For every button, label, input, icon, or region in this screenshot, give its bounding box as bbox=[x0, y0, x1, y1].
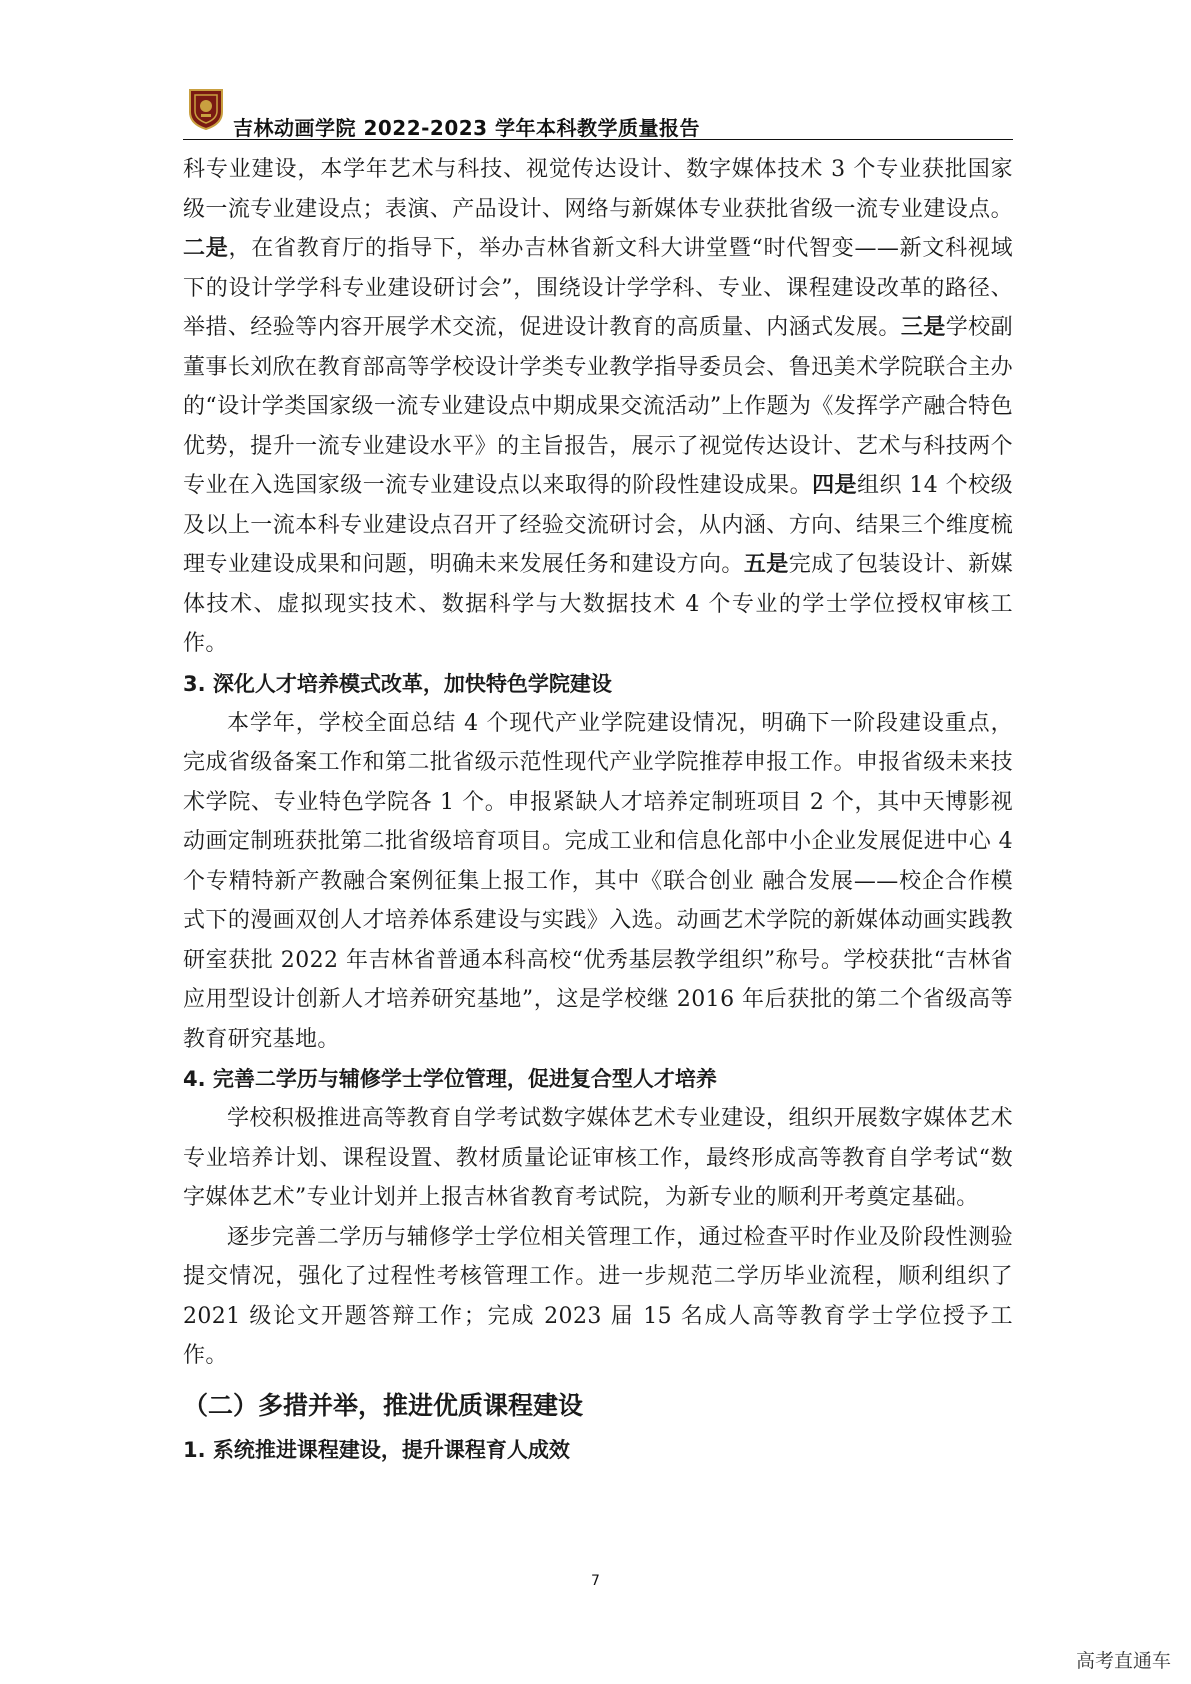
paragraph-talent-model: 本学年，学校全面总结 4 个现代产业学院建设情况，明确下一阶段建设重点，完成省级备案工作和第二批省级示范性现代产业学院推荐申报工作。申报省级未来技术学院、专业特色学院各 1 个。申报紧缺人才培养定制班项目 2 个，其中天博影视动画定制班获批第二批省级培育项目。完成工业和信息化部中小企业发展促进中心 4 个专精特新产教融合案例征集上报工作，其中《联合创业 融合发展——校企合作模式下的漫画双创人才培养体系建设与实践》入选。动画艺术学院的新媒体动画实践教研室获批 2022 年吉林省普通本科高校“优秀基层教学组织”称号。学校获批“吉林省应用型设计创新人才培养研究基地”，这是学校继 2016 年后获批的第二个省级高等教育研究基地。 bbox=[183, 710, 1013, 1052]
page-header bbox=[183, 82, 1013, 142]
paragraph-text: 组织 14 个校级及以上一流本科专业建设点召开了经验交流研讨会，从内涵、方向、结果三个维度梳理专业建设成果和问题，明确未来发展任务和建设方向。 bbox=[183, 473, 1013, 577]
paragraph-text: ，在省教育厅的指导下，举办吉林省新文科大讲堂暨“时代智变——新文科视域下的设计学学科专业建设研讨会”，围绕设计学学科、专业、课程建设改革的路径、举措、经验等内容开展学术交流，促进设计教育的高质量、内涵式发展。 bbox=[183, 236, 1013, 340]
bold-marker: 四是 bbox=[812, 473, 857, 498]
paragraph-text: 完成了包装设计、新媒体技术、虚拟现实技术、数据科学与大数据技术 4 个专业的学士学位授权审核工作。 bbox=[183, 552, 1013, 656]
paragraph-self-study-exam: 学校积极推进高等教育自学考试数字媒体艺术专业建设，组织开展数字媒体艺术专业培养计划、课程设置、教材质量论证审核工作，最终形成高等教育自学考试“数字媒体艺术”专业计划并上报吉林省教育考试院，为新专业的顺利开考奠定基础。 bbox=[183, 1106, 1013, 1210]
bold-marker: 五是 bbox=[743, 552, 789, 577]
bold-marker: 二是 bbox=[183, 236, 229, 261]
paragraph-text: 科专业建设，本学年艺术与科技、视觉传达设计、数字媒体技术 3 个专业获批国家级一流专业建设点；表演、产品设计、网络与新媒体专业获批省级一流专业建设点。 bbox=[183, 157, 1013, 222]
school-crest-icon bbox=[187, 86, 225, 130]
section-heading-3: 3. 深化人才培养模式改革，加快特色学院建设 bbox=[183, 671, 612, 696]
section-heading-1: 1. 系统推进课程建设，提升课程育人成效 bbox=[183, 1437, 570, 1462]
paragraph-text: 学校副董事长刘欣在教育部高等学校设计学类专业教学指导委员会、鲁迅美术学院联合主办的“设计学类国家级一流专业建设点中期成果交流活动”上作题为《发挥学产融合特色优势，提升一流专业建设水平》的主旨报告，展示了视觉传达设计、艺术与科技两个专业在入选国家级一流专业建设点以来取得的阶段性建设成果。 bbox=[183, 315, 1013, 498]
report-title: 吉林动画学院 2022-2023 学年本科教学质量报告 bbox=[233, 116, 701, 140]
bold-marker: 三是 bbox=[900, 315, 946, 340]
paragraph-major-construction bbox=[183, 150, 1013, 664]
section-heading-4: 4. 完善二学历与辅修学士学位管理，促进复合型人才培养 bbox=[183, 1067, 717, 1091]
watermark: 高考直通车 bbox=[1075, 1650, 1171, 1672]
chapter-heading-course-construction: （二）多措并举，推进优质课程建设 bbox=[183, 1390, 584, 1420]
paragraph-second-degree: 逐步完善二学历与辅修学士学位相关管理工作，通过检查平时作业及阶段性测验提交情况，强化了过程性考核管理工作。进一步规范二学历毕业流程，顺利组织了 2021 级论文开题答辩工作；完成 2023 届 15 名成人高等教育学士学位授予工作。 bbox=[183, 1224, 1013, 1368]
page-number: 7 bbox=[591, 1573, 600, 1589]
header-divider bbox=[183, 139, 1013, 140]
page-content bbox=[183, 150, 1013, 1470]
